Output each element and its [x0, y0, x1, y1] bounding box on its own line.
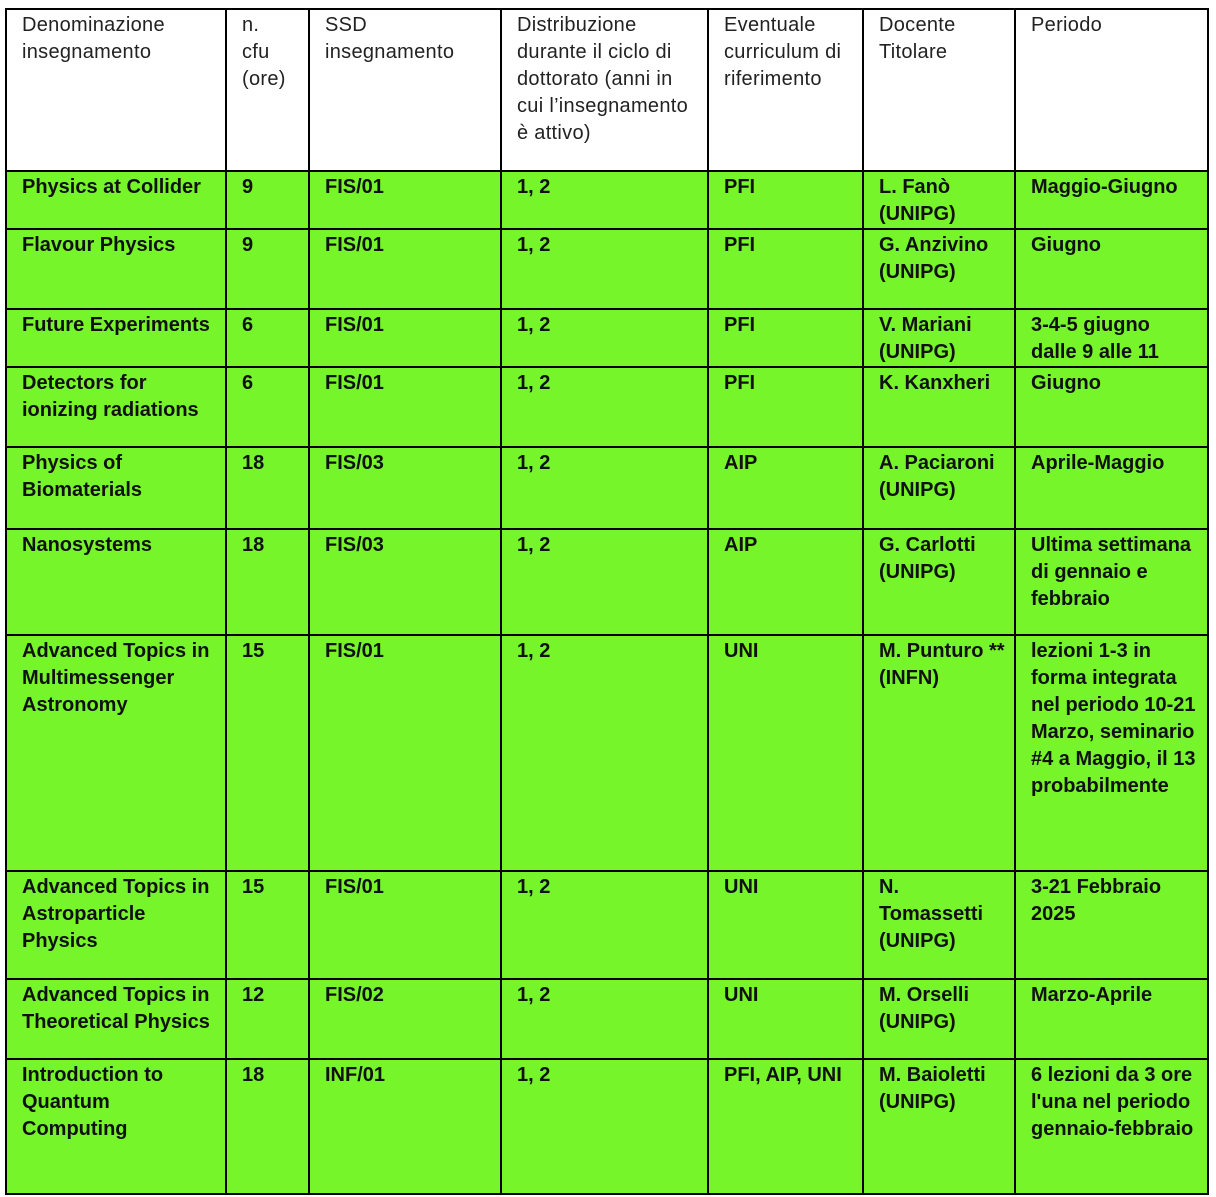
- period-cell: Giugno: [1015, 367, 1208, 447]
- teacher-cell: M. Baioletti (UNIPG): [863, 1059, 1015, 1194]
- years-cell: 1, 2: [501, 1059, 708, 1194]
- cfu-cell: 6: [226, 309, 309, 367]
- years-cell: 1, 2: [501, 171, 708, 229]
- curriculum-cell: PFI: [708, 229, 863, 309]
- course-name-cell: Nanosystems: [6, 529, 226, 635]
- teacher-cell: N. Tomassetti (UNIPG): [863, 871, 1015, 979]
- cfu-cell: 15: [226, 635, 309, 871]
- period-cell: Aprile-Maggio: [1015, 447, 1208, 529]
- years-cell: 1, 2: [501, 367, 708, 447]
- cfu-cell: 9: [226, 171, 309, 229]
- ssd-cell: FIS/01: [309, 367, 501, 447]
- teacher-cell: V. Mariani (UNIPG): [863, 309, 1015, 367]
- cfu-cell: 18: [226, 1059, 309, 1194]
- ssd-cell: FIS/01: [309, 635, 501, 871]
- course-name-cell: Flavour Physics: [6, 229, 226, 309]
- course-name-cell: Advanced Topics in Theoretical Physics: [6, 979, 226, 1059]
- header-cfu: n. cfu (ore): [226, 9, 309, 171]
- cfu-cell: 9: [226, 229, 309, 309]
- period-cell: 3-21 Febbraio 2025: [1015, 871, 1208, 979]
- cfu-cell: 6: [226, 367, 309, 447]
- teacher-cell: G. Carlotti (UNIPG): [863, 529, 1015, 635]
- cfu-cell: 15: [226, 871, 309, 979]
- table-row: [6, 447, 1208, 529]
- ssd-cell: FIS/01: [309, 871, 501, 979]
- ssd-cell: FIS/01: [309, 309, 501, 367]
- curriculum-cell: PFI: [708, 171, 863, 229]
- teacher-cell: M. Punturo ** (INFN): [863, 635, 1015, 871]
- table-row: [6, 979, 1208, 1059]
- curriculum-cell: AIP: [708, 529, 863, 635]
- ssd-cell: INF/01: [309, 1059, 501, 1194]
- teacher-cell: A. Paciaroni (UNIPG): [863, 447, 1015, 529]
- course-name-cell: Physics at Collider: [6, 171, 226, 229]
- cfu-cell: 18: [226, 529, 309, 635]
- period-cell: Ultima settimana di gennaio e febbraio: [1015, 529, 1208, 635]
- period-cell: Marzo-Aprile: [1015, 979, 1208, 1059]
- table-row: [6, 229, 1208, 309]
- curriculum-cell: PFI: [708, 367, 863, 447]
- table-row: [6, 309, 1208, 367]
- teacher-cell: K. Kanxheri: [863, 367, 1015, 447]
- teacher-cell: G. Anzivino (UNIPG): [863, 229, 1015, 309]
- course-name-cell: Future Experiments: [6, 309, 226, 367]
- course-name-cell: Advanced Topics in Astroparticle Physics: [6, 871, 226, 979]
- years-cell: 1, 2: [501, 635, 708, 871]
- years-cell: 1, 2: [501, 309, 708, 367]
- course-name-cell: Physics of Biomaterials: [6, 447, 226, 529]
- years-cell: 1, 2: [501, 529, 708, 635]
- curriculum-cell: AIP: [708, 447, 863, 529]
- course-name-cell: Advanced Topics in Multimessenger Astronomy: [6, 635, 226, 871]
- courses-table: [5, 8, 1209, 1195]
- years-cell: 1, 2: [501, 979, 708, 1059]
- period-cell: Maggio-Giugno: [1015, 171, 1208, 229]
- table-row: [6, 635, 1208, 871]
- period-cell: lezioni 1-3 in forma integrata nel periodo 10-21 Marzo, seminario #4 a Maggio, il 13 probabilmente: [1015, 635, 1208, 871]
- table-row: [6, 529, 1208, 635]
- header-row: [6, 9, 1208, 171]
- course-name-cell: Detectors for ionizing radiations: [6, 367, 226, 447]
- header-distribution: Distribuzione durante il ciclo di dottorato (anni in cui l’insegnamento è attivo): [501, 9, 708, 171]
- years-cell: 1, 2: [501, 447, 708, 529]
- curriculum-cell: UNI: [708, 635, 863, 871]
- header-ssd: SSD insegnamento: [309, 9, 501, 171]
- period-cell: 3-4-5 giugno dalle 9 alle 11: [1015, 309, 1208, 367]
- curriculum-cell: UNI: [708, 871, 863, 979]
- table-row: [6, 171, 1208, 229]
- table-row: [6, 1059, 1208, 1194]
- years-cell: 1, 2: [501, 229, 708, 309]
- cfu-cell: 12: [226, 979, 309, 1059]
- ssd-cell: FIS/03: [309, 447, 501, 529]
- header-curriculum: Eventuale curriculum di riferimento: [708, 9, 863, 171]
- curriculum-cell: PFI, AIP, UNI: [708, 1059, 863, 1194]
- period-cell: Giugno: [1015, 229, 1208, 309]
- table-row: [6, 367, 1208, 447]
- table-row: [6, 871, 1208, 979]
- years-cell: 1, 2: [501, 871, 708, 979]
- curriculum-cell: UNI: [708, 979, 863, 1059]
- teacher-cell: L. Fanò (UNIPG): [863, 171, 1015, 229]
- ssd-cell: FIS/03: [309, 529, 501, 635]
- cfu-cell: 18: [226, 447, 309, 529]
- teacher-cell: M. Orselli (UNIPG): [863, 979, 1015, 1059]
- ssd-cell: FIS/01: [309, 229, 501, 309]
- ssd-cell: FIS/01: [309, 171, 501, 229]
- ssd-cell: FIS/02: [309, 979, 501, 1059]
- header-teacher: Docente Titolare: [863, 9, 1015, 171]
- course-name-cell: Introduction to Quantum Computing: [6, 1059, 226, 1194]
- header-period: Periodo: [1015, 9, 1208, 171]
- curriculum-cell: PFI: [708, 309, 863, 367]
- header-course-name: Denominazione insegnamento: [6, 9, 226, 171]
- period-cell: 6 lezioni da 3 ore l'una nel periodo gennaio-febbraio: [1015, 1059, 1208, 1194]
